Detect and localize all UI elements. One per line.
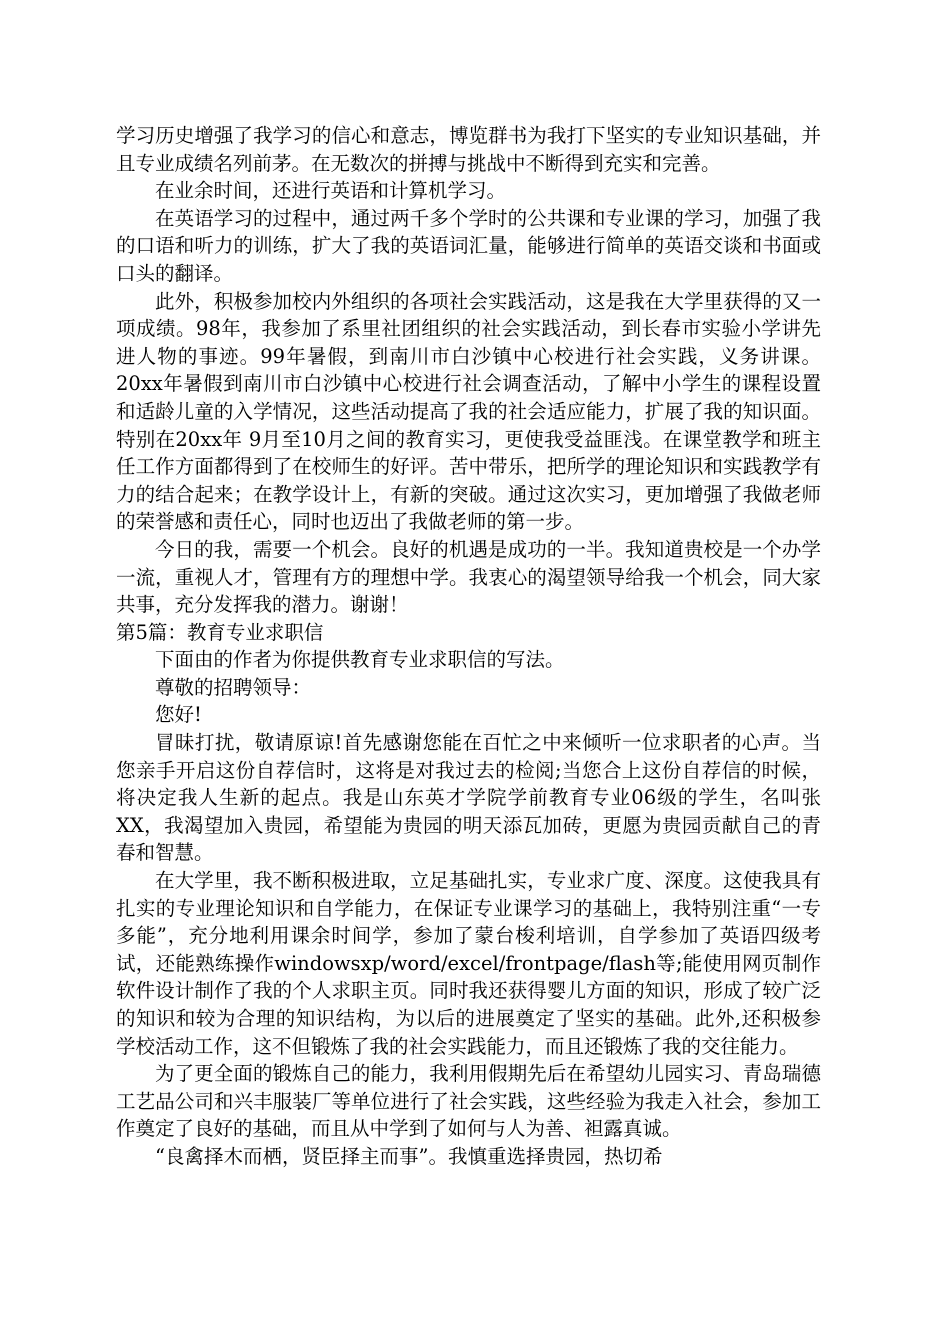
paragraph-9: 为了更全面的锻炼自己的能力，我利用假期先后在希望幼儿园实习、青岛瑞德工艺品公司和兴丰服装厂等单位进行了社会实践，这些经验为我走入社会，参加工作奠定了良好的基础，而且从中学到了如何与人为善、袒露真诚。 (116, 1062, 821, 1141)
paragraph-4: 此外，积极参加校内外组织的各项社会实践活动，这是我在大学里获得的又一项成绩。98年，我参加了系里社团组织的社会实践活动，到长春市实验小学讲先进人物的事迹。99年暑假，到南川市白沙镇中心校进行社会实践，义务讲课。20xx年暑假到南川市白沙镇中心校进行社会调查活动，了解中小学生的课程设置和适龄儿童的入学情况，这些活动提高了我的社会适应能力，扩展了我的知识面。特别在20xx年 9月至10月之间的教育实习，更使我受益匪浅。在课堂教学和班主任工作方面都得到了在校师生的好评。苦中带乐，把所学的理论知识和实践教学有力的结合起来；在教学设计上，有新的突破。通过这次实习，更加增强了我做老师的荣誉感和责任心，同时也迈出了我做老师的第一步。 (116, 289, 821, 534)
paragraph-5: 今日的我，需要一个机会。良好的机遇是成功的一半。我知道贵校是一个办学一流，重视人才，管理有方的理想中学。我衷心的渴望领导给我一个机会，同大家共事，充分发挥我的潜力。谢谢！ (116, 537, 821, 617)
paragraph-8: 在大学里，我不断积极进取，立足基础扎实，专业求广度、深度。这使我具有扎实的专业理论知识和自学能力，在保证专业课学习的基础上，我特别注重“一专多能”，充分地利用课余时间学，参加了蒙台梭利培训，自学参加了英语四级考试，还能熟练操作windowsxp/word/excel/frontpage/flash等;能使用网页制作软件设计制作了我的个人求职主页。同时我还获得婴儿方面的知识，形成了较广泛的知识和较为合理的知识结构，为以后的进展奠定了坚实的基础。此外,还积极参学校活动工作，这不但锻炼了我的社会实践能力，而且还锻炼了我的交往能力。 (116, 869, 821, 1058)
paragraph-1: 学习历史增强了我学习的信心和意志，博览群书为我打下坚实的专业知识基础，并且专业成绩名列前茅。在无数次的拼搏与挑战中不断得到充实和完善。 (116, 124, 821, 175)
greeting: 您好! (155, 703, 202, 727)
paragraph-6: 下面由的作者为你提供教育专业求职信的写法。 (155, 648, 565, 672)
section-heading: 第5篇：教育专业求职信 (116, 620, 324, 644)
paragraph-10: “良禽择木而栖，贤臣择主而事”。我慎重选择贵园，热切希 (155, 1144, 663, 1168)
paragraph-7: 冒昧打扰，敬请原谅!首先感谢您能在百忙之中来倾听一位求职者的心声。当您亲手开启这份自荐信时，这将是对我过去的检阅;当您合上这份自荐信的时候，将决定我人生新的起点。我是山东英才学院学前教育专业06级的学生，名叫张XX，我渴望加入贵园，希望能为贵园的明天添瓦加砖，更愿为贵园贡献自己的青春和智慧。 (116, 731, 821, 865)
paragraph-3: 在英语学习的过程中，通过两千多个学时的公共课和专业课的学习，加强了我的口语和听力的训练，扩大了我的英语词汇量，能够进行简单的英语交谈和书面或口头的翻译。 (116, 206, 821, 285)
paragraph-2: 在业余时间，还进行英语和计算机学习。 (155, 179, 507, 203)
document-page (116, 122, 821, 1171)
salutation: 尊敬的招聘领导： (155, 675, 312, 699)
